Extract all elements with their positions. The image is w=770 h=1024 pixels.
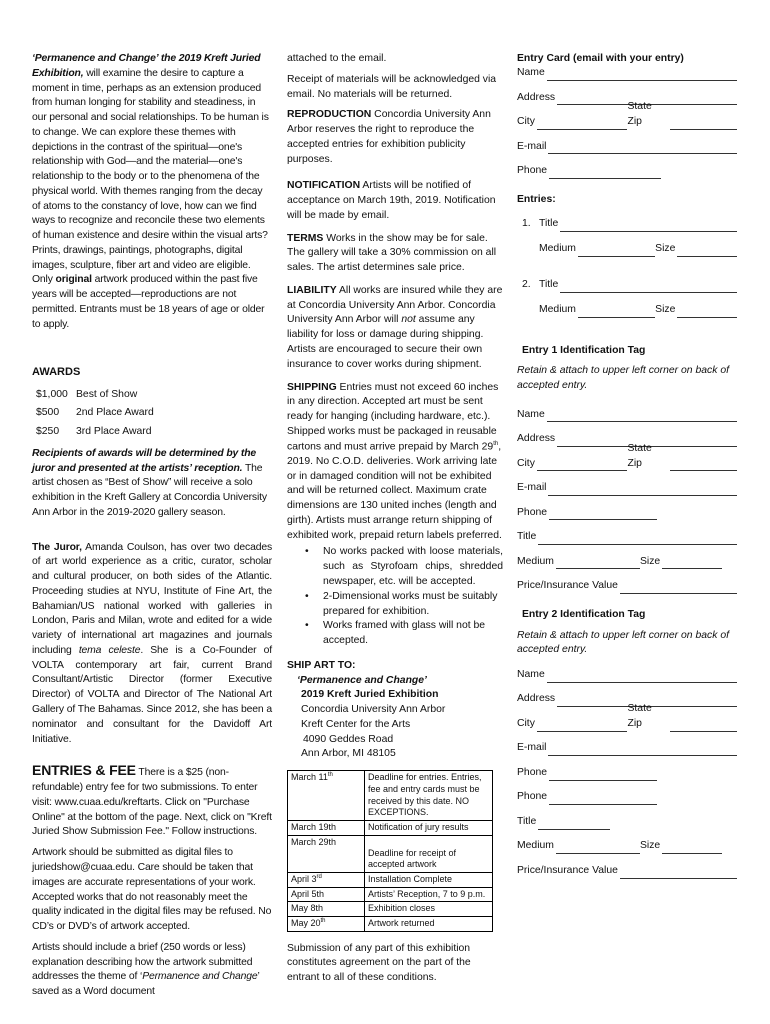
column-middle <box>287 52 503 992</box>
shipto-title: ‘Permanence and Change’ <box>297 674 427 686</box>
liability <box>287 284 503 373</box>
tag1-address-field[interactable]: Address <box>517 422 737 447</box>
tag2-price-field[interactable]: Price/Insurance Value <box>517 854 737 879</box>
shipto-heading: SHIP ART TO: <box>287 659 356 671</box>
tag1-phone-field[interactable]: Phone <box>517 496 737 521</box>
ship-a: Entries must not exceed 60 inches in any direction. Accepted art must be sent ready for hanging (including hardware, etc.). Shipped works must be packaged in reusable cartons and must arrive prepaid by March 29 <box>287 381 499 453</box>
tag1-city-field[interactable]: City State Zip <box>517 447 737 472</box>
table-row <box>288 887 493 902</box>
schedule-desc: Notification of jury results <box>365 820 493 835</box>
liab-a: All works are insured while they are at Concordia University Ann Arbor. Concordia University Ann Arbor will <box>287 284 503 326</box>
footer-note: Submission of any part of this exhibition constitutes agreement on the part of the entrant to all of these conditions. <box>287 942 471 984</box>
schedule-desc: Exhibition closes <box>365 902 493 917</box>
tag1-title-field[interactable]: Title <box>517 520 737 545</box>
entries-heading: Entries: <box>517 193 556 205</box>
city-state-zip-field[interactable]: City State Zip <box>517 105 737 130</box>
tag2-heading: Entry 2 Identification Tag <box>522 608 646 620</box>
column-left <box>32 52 272 1006</box>
phone-field[interactable]: Phone <box>517 154 737 179</box>
column-right <box>517 52 737 879</box>
tag1-name-field[interactable]: Name <box>517 398 737 423</box>
schedule-desc: Artists’ Reception, 7 to 9 p.m. <box>365 887 493 902</box>
juror-label: The Juror, <box>32 541 82 553</box>
award-row <box>36 386 272 404</box>
shipto-line: Concordia University Ann Arbor <box>301 704 446 716</box>
entries-heading: ENTRIES & FEE <box>32 762 136 779</box>
entry2-title-field[interactable]: 2. Title <box>517 269 737 294</box>
tag1-email-field[interactable]: E-mail <box>517 471 737 496</box>
tag2-title-field[interactable]: Title <box>517 805 737 830</box>
juror-tema: tema celeste <box>78 644 141 656</box>
address-field[interactable]: Address <box>517 81 737 106</box>
entries-fee <box>32 761 272 840</box>
ship-b: , 2019. No C.O.D. deliveries. Work arriving late or in damaged condition will not be exhibited and will be returned collect. Maximum crate dimensions are 130 united inches (length and girth). Artists must arrange return shipping of exhibited work, prepaid return labels preferred. <box>287 441 502 541</box>
notif-body: Artists will be notified of acceptance on March 19th, 2019. Notification will be made by email. <box>287 180 496 221</box>
shipto-line: Kreft Center for the Arts <box>301 718 411 730</box>
entries-body: There is a $25 (non-refundable) entry fee for two submissions. To enter visit: www.cuaa.edu/kreftarts. Click on "Purchase Online" at the bottom of the page. Next, click on "Kreft Juried Show Submission Fee." Follow instructions. <box>32 767 272 838</box>
shipto-show: 2019 Kreft Juried Exhibition <box>301 689 439 701</box>
ship-label: SHIPPING <box>287 381 337 393</box>
ship-to <box>287 659 503 762</box>
tag2-address-field[interactable]: Address <box>517 683 737 708</box>
juror-bio-a: Amanda Coulson, has over two decades of art world experience as a critic, curator, scholar and cultural producer, on both sides of the Atlantic. Proceeding studies at NYU, Institute of Fine Art, the Bahamian/US national worked with galleries in London, Paris and Milan, wrote and edited for a wide variety of international art magazines and journals including <box>32 541 273 656</box>
table-row <box>288 771 493 821</box>
schedule-desc: Artwork returned <box>365 917 493 932</box>
tag2-name-field[interactable]: Name <box>517 658 737 683</box>
email-field[interactable]: E-mail <box>517 130 737 155</box>
table-row <box>288 835 493 872</box>
award-row <box>36 404 272 422</box>
table-row <box>288 820 493 835</box>
bullet-item: • No works packed with loose materials, such as Styrofoam chips, shredded newspaper, etc. will be accepted. <box>323 545 503 589</box>
terms-label: TERMS <box>287 232 324 244</box>
artists-include-a: Artists should include a brief (250 words or less) explanation describing how the artwork submitted addresses the theme of ‘ <box>32 941 253 983</box>
award-amount: $500 <box>36 407 60 419</box>
tag2-email-field[interactable]: E-mail <box>517 732 737 757</box>
tag2-phone-field[interactable]: Phone <box>517 756 737 781</box>
table-row <box>288 917 493 932</box>
schedule-date: March 11th <box>288 771 365 821</box>
table-row <box>288 902 493 917</box>
entry2-medium-size-field[interactable]: Medium Size <box>517 293 737 318</box>
receipt-text: Receipt of materials will be acknowledged via email. No materials will be returned. <box>287 73 497 100</box>
tag2-note: Retain & attach to upper left corner on back of accepted entry. <box>517 629 729 656</box>
artists-theme: Permanence and Change <box>142 971 258 983</box>
artists-tail: ’ saved as a Word document <box>32 971 260 998</box>
entry1-title-field[interactable]: 1. Title <box>517 208 737 233</box>
schedule-desc: Installation Complete <box>365 872 493 887</box>
entry-card-heading: Entry Card (email with your entry) <box>517 53 684 64</box>
terms-body: Works in the show may be for sale. The gallery will take a 30% commission on all sales. The artist determines sale price. <box>287 232 497 274</box>
award-label: 3rd Place Award <box>76 425 152 437</box>
schedule-desc: Deadline for entries. Entries, fee and entry cards must be received by this date. NO EXCEPTIONS. <box>365 771 493 821</box>
tag1-note: Retain & attach to upper left corner on back of accepted entry. <box>517 365 729 392</box>
terms <box>287 232 503 276</box>
liab-b: assume any liability for loss or damage during shipping. Artists are encouraged to secure their own insurance to cover works during shipment. <box>287 314 484 370</box>
artwork-digital: Artwork should be submitted as digital files to juriedshow@cuaa.edu. Care should be taken that images are accurate representations of your work. Accepted works that do not reasonably meet the quality indicated in the digital files may be refused. No CD’s or DVD’s of artwork accepted. <box>32 847 272 933</box>
shipto-line: Ann Arbor, MI 48105 <box>301 748 396 760</box>
liab-label: LIABILITY <box>287 284 337 296</box>
intro-paragraph <box>32 52 272 333</box>
schedule-table <box>287 770 493 932</box>
bullet-item: • 2-Dimensional works must be suitably prepared for exhibition. <box>323 590 503 620</box>
schedule-date: April 5th <box>288 887 365 902</box>
attached-text: attached to the email. <box>287 53 387 64</box>
shipping-bullets <box>287 545 503 648</box>
repro-label: REPRODUCTION <box>287 109 372 121</box>
award-label: Best of Show <box>76 389 138 401</box>
schedule-date: March 29th <box>288 835 365 872</box>
intro-body: will examine the desire to capture a moment in time, perhaps as an extension produced from human longing for stability and steadiness, in our personal and social relationships. To be human is to change. We can explore these themes with depictions in the contrast of the spiritual—one's relationship with God—and the material—one's relationship to the body or to the phenomena of the physical world. With themes ranging from the decay of atoms to the constancy of love, how can we find ways to recognize and reconcile these two elements of human existence and desire within the visual arts? Prints, drawings, paintings, photographs, digital images, sculpture, fiber art and video are eligible. Only <box>32 67 269 286</box>
schedule-date: April 3rd <box>288 872 365 887</box>
intro-rest: artwork produced within the past five years will be accepted—reproductions are not permitted. Entrants must be 18 years of age or older to apply. <box>32 274 265 330</box>
awards-heading: AWARDS <box>32 365 81 378</box>
juror-note <box>32 447 272 521</box>
table-row <box>288 872 493 887</box>
reproduction <box>287 108 503 167</box>
shipping <box>287 381 503 544</box>
award-amount: $1,000 <box>36 389 68 401</box>
awards-list <box>32 386 272 441</box>
liab-not: not <box>401 314 416 326</box>
schedule-desc: Deadline for receipt of accepted artwork <box>365 835 493 872</box>
award-amount: $250 <box>36 425 60 437</box>
ship-sup: th <box>493 440 499 447</box>
juror-bio-b: . She is a Co-Founder of VOLTA contemporary art fair, current Brand Consultant/Artistic Director (former Executive Director) of VOLTA and Director of The National Art Gallery of The Bahamas. Since 2012, she has been a nominator and consultant for the Davidoff Art Initiative. <box>32 644 272 745</box>
tag1-price-field[interactable]: Price/Insurance Value <box>517 569 737 594</box>
entry1-medium-size-field[interactable]: Medium Size <box>517 232 737 257</box>
artists-include <box>32 941 272 1000</box>
shipto-line: 4090 Geddes Road <box>303 733 394 745</box>
repro-body: Concordia University Ann Arbor reserves the right to reproduce the accepted entries for exhibition publicity purposes. <box>287 109 491 165</box>
tag1-medium-size-field[interactable]: Medium Size <box>517 545 737 570</box>
name-field[interactable]: Name <box>517 67 737 81</box>
tag2-phone-field-2[interactable]: Phone <box>517 781 737 806</box>
award-row <box>36 423 272 441</box>
juror-note-rest: The artist chosen as “Best of Show” will receive a solo exhibition in the Kreft Gallery at Concordia University Ann Arbor in the 2019-2020 gallery season. <box>32 462 267 518</box>
intro-title: ‘Permanence and Change’ the 2019 Kreft Juried Exhibition, <box>32 53 261 79</box>
notification <box>287 179 503 223</box>
award-label: 2nd Place Award <box>76 407 154 419</box>
schedule-date: May 20th <box>288 917 365 932</box>
schedule-date: March 19th <box>288 820 365 835</box>
juror-bio <box>32 541 272 748</box>
notif-label: NOTIFICATION <box>287 180 361 192</box>
tag2-city-field[interactable]: City State Zip <box>517 707 737 732</box>
schedule-date: May 8th <box>288 902 365 917</box>
ship-address <box>287 674 503 763</box>
juror-note-bold: Recipients of awards will be determined by the juror and presented at the artists’ reception. <box>32 447 257 474</box>
tag2-medium-size-field[interactable]: Medium Size <box>517 830 737 855</box>
bullet-item: • Works framed with glass will not be accepted. <box>323 619 503 649</box>
intro-original: original <box>55 274 92 286</box>
tag1-heading: Entry 1 Identification Tag <box>522 344 646 356</box>
